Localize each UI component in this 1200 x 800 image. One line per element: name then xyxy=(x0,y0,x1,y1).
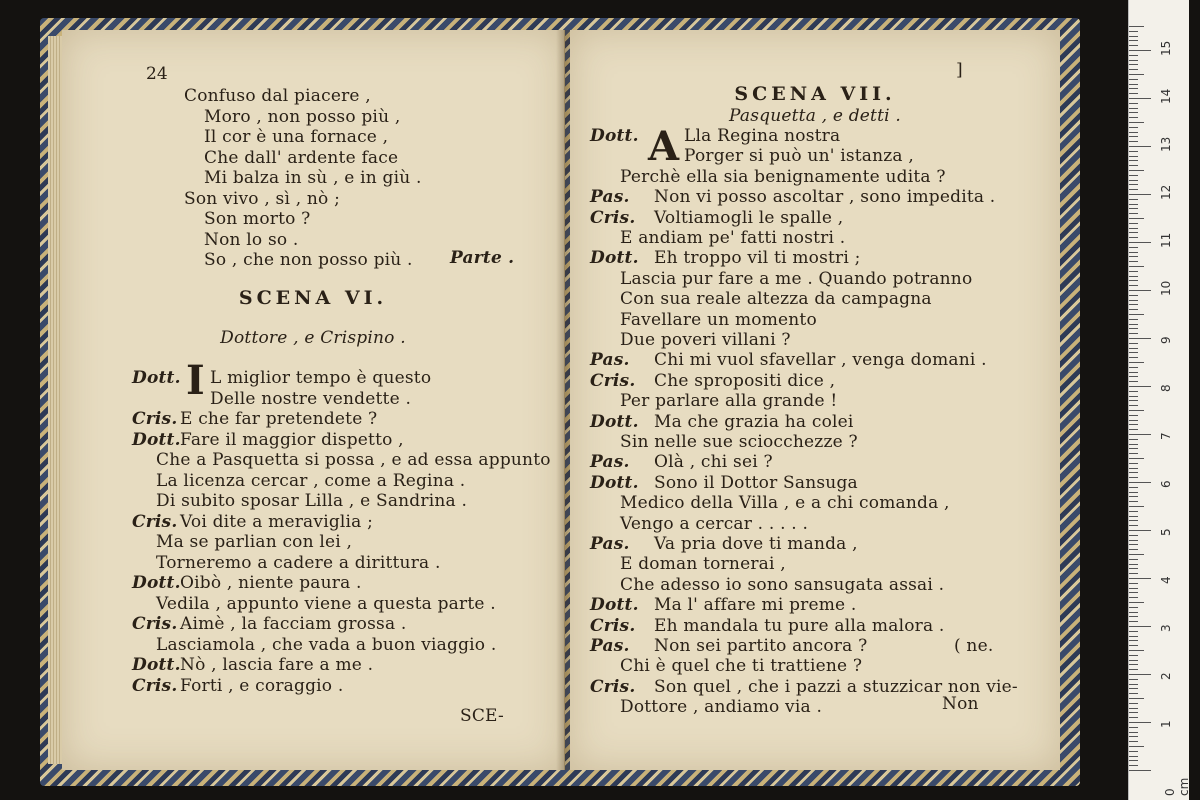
dialogue-line: E andiam pe' fatti nostri . xyxy=(620,228,846,248)
ruler-tick xyxy=(1129,304,1138,305)
dialogue-line: Delle nostre vendette . xyxy=(210,388,412,409)
speaker-label: Dott. xyxy=(132,368,181,388)
dialogue-line: Ma se parlian con lei , xyxy=(156,532,353,552)
dialogue-line: Lla Regina nostra xyxy=(684,126,841,146)
ruler-tick xyxy=(1129,146,1151,147)
scene-title: SCENA VII. xyxy=(734,83,896,105)
dialogue-line: Perchè ella sia benignamente udita ? xyxy=(620,166,946,187)
ruler-tick xyxy=(1129,597,1138,598)
right-page xyxy=(570,30,1060,770)
ruler-tick xyxy=(1129,266,1144,267)
ruler-tick xyxy=(1129,242,1151,243)
ruler-tick xyxy=(1129,573,1138,574)
dialogue-line: Di subito sposar Lilla , e Sandrina . xyxy=(156,491,468,511)
speaker-label: Dott. xyxy=(132,655,181,675)
ruler-tick xyxy=(1129,463,1138,464)
ruler-unit-label: 0 cm xyxy=(1163,777,1191,796)
ruler-tick xyxy=(1129,228,1138,229)
ruler-tick xyxy=(1129,708,1138,709)
ruler-tick xyxy=(1129,496,1138,497)
dialogue-line: Chi mi vuol sfavellar , venga domani . xyxy=(654,350,987,371)
ruler-tick xyxy=(1129,410,1144,411)
ruler-tick xyxy=(1129,516,1138,517)
ruler-tick xyxy=(1129,549,1138,550)
ruler-label: 10 xyxy=(1159,280,1173,296)
ruler-tick xyxy=(1129,69,1138,70)
ruler-tick xyxy=(1129,189,1138,190)
dialogue-line: Che a Pasquetta si possa , e ad essa appunto xyxy=(156,450,551,470)
ruler-tick xyxy=(1129,132,1138,133)
ruler-tick xyxy=(1129,756,1138,757)
ruler-label: 1 xyxy=(1159,720,1173,728)
ruler-tick xyxy=(1129,151,1138,152)
ruler-tick xyxy=(1129,160,1138,161)
ruler-tick xyxy=(1129,285,1138,286)
ruler-label: 11 xyxy=(1159,232,1173,248)
ruler-tick xyxy=(1129,645,1138,646)
dialogue-line: Porger si può un' istanza , xyxy=(684,146,914,167)
ruler-tick xyxy=(1129,386,1151,387)
speaker-label: Pas. xyxy=(590,534,630,554)
ruler-label: 7 xyxy=(1159,432,1173,440)
ruler-tick xyxy=(1129,223,1138,224)
ruler-tick xyxy=(1129,732,1138,733)
ruler-tick xyxy=(1129,602,1144,603)
speaker-label: Dott. xyxy=(590,411,639,432)
ruler-tick xyxy=(1129,309,1138,310)
speaker-label: Cris. xyxy=(132,675,178,696)
ruler-tick xyxy=(1129,112,1138,113)
ruler-tick xyxy=(1129,640,1138,641)
dialogue-line: Sono il Dottor Sansuga xyxy=(654,472,858,493)
ruler-tick xyxy=(1129,141,1138,142)
ruler-tick xyxy=(1129,170,1144,171)
ruler-label: 13 xyxy=(1159,136,1173,152)
dialogue-line: Con sua reale altezza da campagna xyxy=(620,289,932,310)
ruler-tick xyxy=(1129,362,1144,363)
ruler-tick xyxy=(1129,612,1138,613)
ruler-tick xyxy=(1129,213,1138,214)
ruler-tick xyxy=(1129,621,1138,622)
ruler-tick xyxy=(1129,79,1138,80)
ruler-tick xyxy=(1129,36,1138,37)
dialogue-line: E doman tornerai , xyxy=(620,554,786,575)
ruler-label: 5 xyxy=(1159,528,1173,536)
scene-title: SCENA VI. xyxy=(238,287,388,309)
verse-line: Son morto ? xyxy=(204,209,311,229)
ruler-tick xyxy=(1129,583,1138,584)
ruler-tick xyxy=(1129,256,1138,257)
ruler-tick xyxy=(1129,333,1138,334)
dialogue-line: Olà , chi sei ? xyxy=(654,452,773,473)
catchword: SCE- xyxy=(460,706,504,726)
ruler-tick xyxy=(1129,98,1151,99)
dialogue-line: Voltiamogli le spalle , xyxy=(654,207,844,228)
dialogue-line: Lascia pur fare a me . Quando potranno xyxy=(620,268,973,289)
ruler-tick xyxy=(1129,208,1138,209)
ruler-tick xyxy=(1129,338,1151,339)
scene-characters: Dottore , e Crispino . xyxy=(220,328,406,348)
ruler-tick xyxy=(1129,698,1144,699)
ruler-tick xyxy=(1129,88,1138,89)
dialogue-line: Nò , lascia fare a me . xyxy=(180,655,374,675)
ruler-tick xyxy=(1129,669,1138,670)
page-number: 24 xyxy=(146,64,168,84)
speaker-label: Dott. xyxy=(132,429,181,450)
ruler-label: 12 xyxy=(1159,184,1173,200)
ruler-tick xyxy=(1129,84,1138,85)
dialogue-line: Che spropositi dice , xyxy=(654,370,836,391)
ruler-tick xyxy=(1129,247,1138,248)
speaker-label: Pas. xyxy=(590,636,630,656)
ruler-tick xyxy=(1129,237,1138,238)
ruler-label: 2 xyxy=(1159,672,1173,680)
ruler-tick xyxy=(1129,487,1138,488)
verse-line: Moro , non posso più , xyxy=(204,106,401,127)
ruler-tick xyxy=(1129,122,1144,123)
verse-line: Mi balza in sù , e in giù . xyxy=(204,168,422,188)
ruler-tick xyxy=(1129,424,1138,425)
ruler-tick xyxy=(1129,636,1138,637)
stage-direction: Parte . xyxy=(450,248,515,268)
ruler-tick xyxy=(1129,439,1138,440)
ruler-tick xyxy=(1129,396,1138,397)
ruler-tick xyxy=(1129,765,1138,766)
ruler-tick xyxy=(1129,64,1138,65)
ruler-label: 9 xyxy=(1159,336,1173,344)
dialogue-line: L miglior tempo è questo xyxy=(210,368,432,388)
runover-text: ( ne. xyxy=(954,636,994,656)
speaker-label: Cris. xyxy=(590,370,636,391)
dialogue-line: Due poveri villani ? xyxy=(620,330,791,350)
ruler-tick xyxy=(1129,400,1138,401)
ruler-tick xyxy=(1129,429,1138,430)
ruler-tick xyxy=(1129,420,1138,421)
ruler-tick xyxy=(1129,472,1138,473)
dialogue-line: Eh mandala tu pure alla malora . xyxy=(654,615,945,636)
ruler-tick xyxy=(1129,674,1151,675)
ruler-tick xyxy=(1129,722,1151,723)
ruler-tick xyxy=(1129,319,1138,320)
speaker-label: Pas. xyxy=(590,452,630,473)
speaker-label: Dott. xyxy=(590,248,639,269)
ruler-tick xyxy=(1129,280,1138,281)
ruler-tick xyxy=(1129,506,1144,507)
ruler-tick xyxy=(1129,391,1138,392)
dialogue-line: Torneremo a cadere a dirittura . xyxy=(156,552,441,573)
dialogue-line: Non sei partito ancora ? xyxy=(654,636,868,656)
scene-characters: Pasquetta , e detti . xyxy=(729,106,901,126)
dialogue-line: Forti , e coraggio . xyxy=(180,675,344,696)
ruler-tick xyxy=(1129,727,1138,728)
speaker-label: Pas. xyxy=(590,350,630,371)
ruler-tick xyxy=(1129,295,1138,296)
speaker-label: Cris. xyxy=(590,615,636,636)
ruler-tick xyxy=(1129,616,1138,617)
ruler-tick xyxy=(1129,477,1138,478)
catchword: Non xyxy=(942,694,979,714)
ruler-tick xyxy=(1129,453,1138,454)
dialogue-line: La licenza cercar , come a Regina . xyxy=(156,470,466,491)
page-edges xyxy=(48,36,62,764)
ruler-tick xyxy=(1129,655,1138,656)
ruler-tick xyxy=(1129,127,1138,128)
ruler-tick xyxy=(1129,415,1138,416)
ruler-tick xyxy=(1129,74,1144,75)
ruler-tick xyxy=(1129,108,1138,109)
dialogue-line: Ma l' affare mi preme . xyxy=(654,595,857,616)
ruler-tick xyxy=(1129,367,1138,368)
ruler-tick xyxy=(1129,40,1138,41)
ruler-tick xyxy=(1129,717,1138,718)
ruler-tick xyxy=(1129,252,1138,253)
ruler-tick xyxy=(1129,746,1144,747)
speaker-label: Cris. xyxy=(590,207,636,228)
ruler-label: 15 xyxy=(1159,40,1173,56)
dialogue-line: Eh troppo vil ti mostri ; xyxy=(654,248,861,269)
verse-line: Che dall' ardente face xyxy=(204,147,399,168)
ruler-tick xyxy=(1129,631,1138,632)
dialogue-line: Ma che grazia ha colei xyxy=(654,411,854,432)
ruler-tick xyxy=(1129,492,1138,493)
dialogue-line: Aimè , la facciam grossa . xyxy=(180,614,407,634)
ruler-tick xyxy=(1129,770,1151,771)
dialogue-line: Vengo a cercar . . . . . xyxy=(620,513,809,534)
ruler-tick xyxy=(1129,180,1138,181)
ruler-tick xyxy=(1129,314,1144,315)
ruler-tick xyxy=(1129,588,1138,589)
ruler-tick xyxy=(1129,117,1138,118)
ruler-tick xyxy=(1129,232,1138,233)
ruler-tick xyxy=(1129,165,1138,166)
page-mark: ] xyxy=(956,60,963,80)
dialogue-line: Per parlare alla grande ! xyxy=(620,391,838,412)
ruler-tick xyxy=(1129,348,1138,349)
ruler-tick xyxy=(1129,559,1138,560)
dialogue-line: Favellare un momento xyxy=(620,309,817,330)
drop-cap: A xyxy=(648,123,680,170)
ruler-tick xyxy=(1129,448,1138,449)
ruler-tick xyxy=(1129,444,1138,445)
ruler-tick xyxy=(1129,568,1138,569)
ruler-tick xyxy=(1129,199,1138,200)
ruler-tick xyxy=(1129,55,1138,56)
speaker-label: Cris. xyxy=(132,511,178,532)
ruler-tick xyxy=(1129,684,1138,685)
dialogue-line: Fare il maggior dispetto , xyxy=(180,429,404,450)
ruler-tick xyxy=(1129,607,1138,608)
ruler-tick xyxy=(1129,156,1138,157)
ruler-tick xyxy=(1129,184,1138,185)
ruler-tick xyxy=(1129,511,1138,512)
ruler-tick xyxy=(1129,482,1151,483)
ruler-tick xyxy=(1129,324,1138,325)
ruler-tick xyxy=(1129,218,1144,219)
measuring-ruler xyxy=(1128,0,1189,800)
ruler-tick xyxy=(1129,540,1138,541)
ruler-tick xyxy=(1129,535,1138,536)
ruler-tick xyxy=(1129,50,1151,51)
ruler-tick xyxy=(1129,434,1151,435)
dialogue-line: Vedila , appunto viene a questa parte . xyxy=(156,593,496,614)
ruler-tick xyxy=(1129,26,1144,27)
ruler-tick xyxy=(1129,271,1138,272)
ruler-tick xyxy=(1129,650,1144,651)
ruler-tick xyxy=(1129,328,1138,329)
ruler-tick xyxy=(1129,501,1138,502)
dialogue-line: E che far pretendete ? xyxy=(180,409,378,429)
left-page xyxy=(62,30,565,770)
dialogue-line: Dottore , andiamo via . xyxy=(620,697,823,718)
ruler-tick xyxy=(1129,703,1138,704)
ruler-tick xyxy=(1129,679,1138,680)
ruler-tick xyxy=(1129,261,1138,262)
verse-line: Son vivo , sì , nò ; xyxy=(184,188,341,209)
dialogue-line: Chi è quel che ti trattiene ? xyxy=(620,656,863,677)
ruler-tick xyxy=(1129,45,1138,46)
verse-line: Confuso dal piacere , xyxy=(184,86,371,106)
ruler-tick xyxy=(1129,31,1138,32)
ruler-tick xyxy=(1129,544,1138,545)
ruler-tick xyxy=(1129,343,1138,344)
ruler-tick xyxy=(1129,372,1138,373)
ruler-tick xyxy=(1129,93,1138,94)
ruler-tick xyxy=(1129,60,1138,61)
ruler-label: 8 xyxy=(1159,384,1173,392)
ruler-tick xyxy=(1129,520,1138,521)
ruler-tick xyxy=(1129,290,1151,291)
ruler-tick xyxy=(1129,736,1138,737)
ruler-tick xyxy=(1129,276,1138,277)
ruler-tick xyxy=(1129,376,1138,377)
speaker-label: Dott. xyxy=(590,472,639,493)
dialogue-line: Lasciamola , che vada a buon viaggio . xyxy=(156,634,497,655)
ruler-tick xyxy=(1129,664,1138,665)
dialogue-line: Sin nelle sue sciocchezze ? xyxy=(620,432,858,452)
ruler-tick xyxy=(1129,592,1138,593)
speaker-label: Cris. xyxy=(132,614,178,634)
ruler-tick xyxy=(1129,194,1151,195)
dialogue-line: Son quel , che i pazzi a stuzzicar non vie- xyxy=(654,676,1018,697)
dialogue-line: Oibò , niente paura . xyxy=(180,573,362,593)
ruler-tick xyxy=(1129,554,1144,555)
ruler-tick xyxy=(1129,468,1138,469)
dialogue-line: Voi dite a meraviglia ; xyxy=(180,511,374,532)
speaker-label: Dott. xyxy=(590,595,639,616)
ruler-tick xyxy=(1129,204,1138,205)
ruler-tick xyxy=(1129,741,1138,742)
ruler-tick xyxy=(1129,525,1138,526)
ruler-tick xyxy=(1129,578,1151,579)
ruler-tick xyxy=(1129,712,1138,713)
dialogue-line: Va pria dove ti manda , xyxy=(654,534,858,554)
speaker-label: Dott. xyxy=(590,126,639,146)
ruler-tick xyxy=(1129,458,1144,459)
ruler-tick xyxy=(1129,626,1151,627)
speaker-label: Pas. xyxy=(590,187,630,208)
verse-line: Non lo so . xyxy=(204,229,299,250)
ruler-tick xyxy=(1129,381,1138,382)
ruler-label: 6 xyxy=(1159,480,1173,488)
dialogue-line: Non vi posso ascoltar , sono impedita . xyxy=(654,187,996,208)
ruler-tick xyxy=(1129,352,1138,353)
ruler-label: 3 xyxy=(1159,624,1173,632)
ruler-tick xyxy=(1129,660,1138,661)
speaker-label: Cris. xyxy=(132,409,178,429)
drop-cap: I xyxy=(186,357,205,404)
ruler-label: 14 xyxy=(1159,88,1173,104)
speaker-label: Dott. xyxy=(132,573,181,593)
ruler-tick xyxy=(1129,564,1138,565)
speaker-label: Cris. xyxy=(590,676,636,697)
dialogue-line: Che adesso io sono sansugata assai . xyxy=(620,574,945,595)
ruler-label: 4 xyxy=(1159,576,1173,584)
ruler-tick xyxy=(1129,175,1138,176)
dialogue-line: Medico della Villa , e a chi comanda , xyxy=(620,493,950,514)
ruler-tick xyxy=(1129,693,1138,694)
verse-line: So , che non posso più . xyxy=(204,250,413,270)
ruler-tick xyxy=(1129,357,1138,358)
ruler-tick xyxy=(1129,760,1138,761)
ruler-tick xyxy=(1129,530,1151,531)
ruler-tick xyxy=(1129,136,1138,137)
ruler-tick xyxy=(1129,405,1138,406)
ruler-tick xyxy=(1129,300,1138,301)
ruler-tick xyxy=(1129,688,1138,689)
verse-line: Il cor è una fornace , xyxy=(204,127,389,147)
ruler-tick xyxy=(1129,103,1138,104)
ruler-tick xyxy=(1129,751,1138,752)
